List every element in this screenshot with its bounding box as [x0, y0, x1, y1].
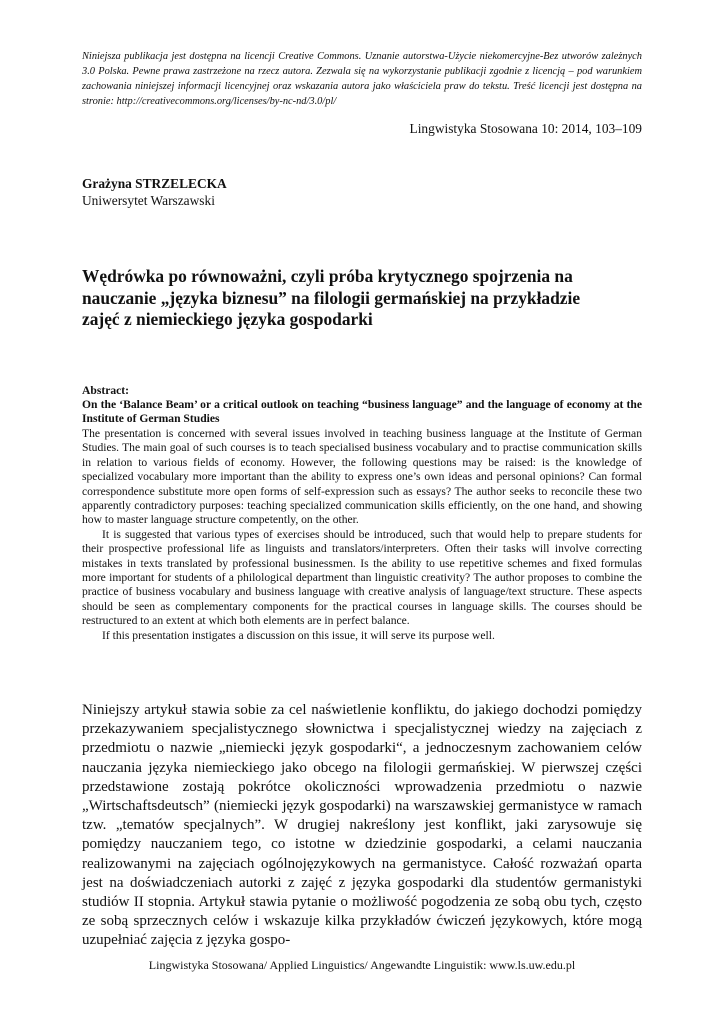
abstract-paragraph: The presentation is concerned with several issues involved in teaching business language at the Institute of German Studies. The main goal of such courses is to teach specialised business vocabulary and to practise communication skills in relation to various fields of economy. However, the following questions may be raised: is the knowledge of specialized vocabulary more important than the ability to express one’s own ideas and personal opinions? Can formal correspondence substitute more open forms of self-expression such as essays? The author seeks to reconcile these two apparently contradictory purposes: teaching specialized communication skills efficiently, on the one hand, and showing how to master language structure competently, on the other.	[82, 427, 642, 527]
body-paragraph: Niniejszy artykuł stawia sobie za cel naświetlenie konfliktu, do jakiego dochodzi pomiędzy przekazywaniem specjalistycznego słownictwa i specjalistycznej wiedzy na zajęciach z przedmiotu o nazwie „niemiecki język gospodarki“, a jednoczesnym zachowaniem celów nauczania języka niemieckiego jako obcego na filologii germańskiej. W pierwszej części przedstawione zostają pokrótce okoliczności wprowadzenia przedmiotu o nazwie „Wirtschaftsdeutsch” (niemiecki język gospodarki) na warszawskiej germanistyce w ramach tzw. „tematów specjalnych”. W drugiej nakreślony jest konflikt, jaki zarysowuje się pomiędzy nauczaniem tego, co istotne w dziedzinie gospodarki, a celami nauczania realizowanymi na zajęciach ogólnojęzykowych na germanistyce. Całość rozważań oparta jest na doświadczeniach autorki z zajęć z języka gospodarki dla studentów germanistyki studiów II stopnia. Artykuł stawia pytanie o możliwość pogodzenia ze sobą obu tych, często ze sobą sprzecznych celów i wskazuje kilka przykładów ćwiczeń językowych, które mogą uzupełniać zajęcia z języka gospo-	[82, 702, 642, 949]
journal-reference: Lingwistyka Stosowana 10: 2014, 103–109	[409, 121, 642, 136]
article-title	[82, 266, 642, 331]
title-line: zajęć z niemieckiego języka gospodarki	[82, 309, 373, 329]
abstract-body	[82, 427, 642, 643]
title-line: nauczanie „języka biznesu” na filologii germańskiej na przykładzie	[82, 287, 581, 308]
page-footer: Lingwistyka Stosowana/ Applied Linguistics/ Angewandte Linguistik: www.ls.uw.edu.pl	[148, 958, 576, 972]
main-text	[82, 701, 642, 951]
title-line: Wędrówka po równoważni, czyli próba krytycznego spojrzenia na	[82, 266, 573, 286]
license-notice: Niniejsza publikacja jest dostępna na licencji Creative Commons. Uznanie autorstwa-Użycie niekomercyjne-Bez utworów zależnych 3.0 Polska. Pewne prawa zastrzeżone na rzecz autora. Zezwala się na wykorzystanie publikacji zgodnie z licencją – pod warunkiem zachowania niniejszej informacji licencyjnej oraz wskazania autora jako właściciela praw do tekstu. Treść licencji jest dostępna na stronie: http://creativecommons.org/licenses/by-nc-nd/3.0/pl/	[82, 51, 642, 107]
author-affiliation: Uniwersytet Warszawski	[82, 193, 215, 208]
abstract-paragraph: It is suggested that various types of exercises should be introduced, such that would help to prepare students for their prospective professional life as linguists and translators/interpreters. Often their tasks will involve correcting mistakes in texts translated by professional businessmen. Is the ability to use repetitive schemes and fixed formulas more important for students of a philological department than linguistic creativity? The author proposes to combine the practice of business vocabulary and business language with creative analysis of language/text structure. These aspects should be seen as complementary components for the practical courses in language skills. The courses should be restructured to an extent at which both elements are in perfect balance.	[82, 527, 642, 628]
abstract-paragraph: If this presentation instigates a discussion on this issue, it will serve its purpose well.	[102, 628, 495, 642]
author-name: Grażyna STRZELECKA	[82, 176, 227, 191]
abstract-heading: Abstract:	[82, 384, 130, 397]
abstract-title: On the ‘Balance Beam’ or a critical outlook on teaching “business language” and the language of economy at the Institute of German Studies	[82, 398, 642, 426]
